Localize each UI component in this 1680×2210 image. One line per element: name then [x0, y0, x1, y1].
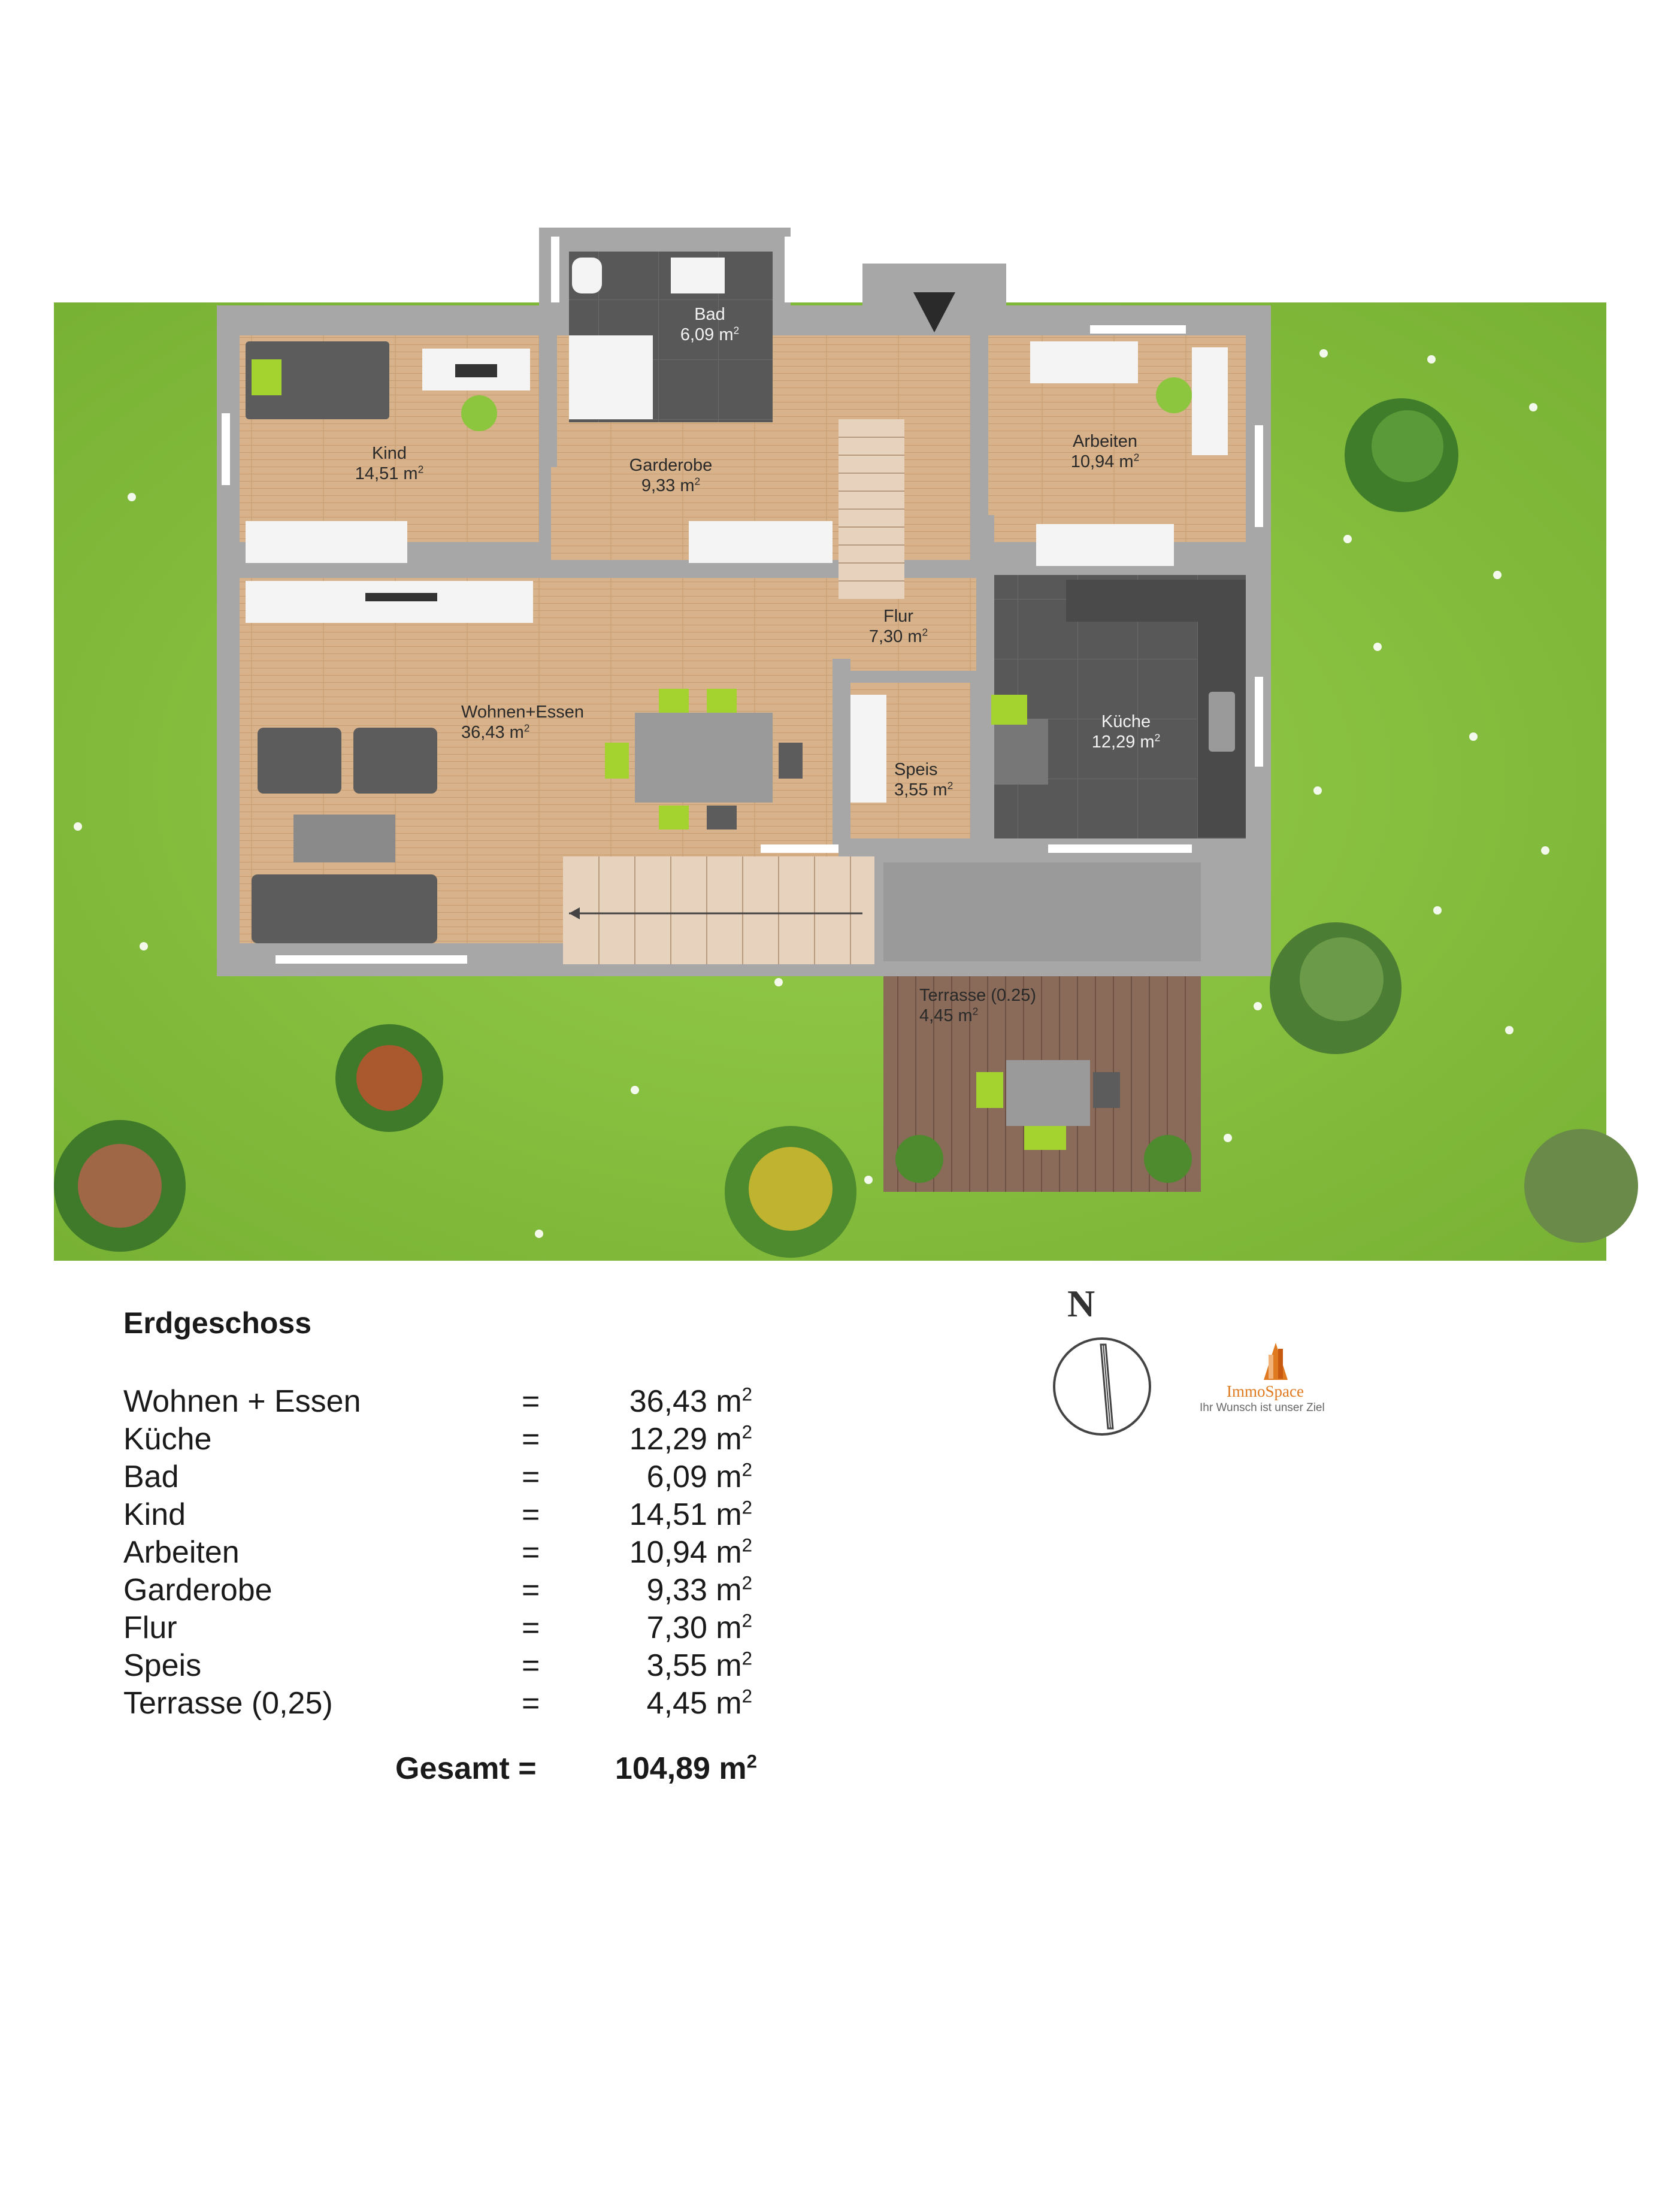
area-unit-sup: 2: [972, 1005, 979, 1018]
summary-row: [123, 1572, 770, 1608]
room-area: 4,45 m: [919, 1006, 973, 1025]
row-equals: =: [522, 1535, 540, 1570]
row-equals: =: [522, 1686, 540, 1721]
row-equals: =: [522, 1610, 540, 1645]
area-unit-sup: 2: [694, 475, 701, 488]
row-sup: 2: [741, 1383, 752, 1405]
summary-row: [123, 1497, 770, 1533]
room-name: Küche: [1101, 712, 1151, 731]
row-value: 14,51 m: [629, 1497, 742, 1532]
area-unit-sup: 2: [947, 779, 953, 792]
room-area: 14,51 m: [355, 464, 418, 483]
row-name: Arbeiten: [123, 1535, 240, 1570]
row-sup: 2: [741, 1421, 752, 1443]
row-value: 12,29 m: [629, 1422, 742, 1457]
row-value: 6,09 m: [646, 1460, 742, 1494]
summary-row: [123, 1648, 770, 1684]
row-equals: =: [522, 1384, 540, 1419]
row-sup: 2: [741, 1572, 752, 1594]
stairs-upper: [839, 419, 904, 599]
total-sup: 2: [746, 1751, 757, 1772]
paving: [883, 862, 1201, 961]
row-equals: =: [522, 1497, 540, 1532]
row-value: 9,33 m: [646, 1573, 742, 1607]
row-name: Wohnen + Essen: [123, 1384, 361, 1419]
room-area: 9,33 m: [641, 476, 695, 495]
room-name: Garderobe: [629, 456, 713, 475]
room-label-wohnen: [461, 702, 605, 743]
total-label: Gesamt =: [395, 1751, 537, 1786]
sink: [1209, 692, 1235, 752]
room-label-kueche: [1066, 712, 1186, 752]
total-value: 104,89 m: [615, 1751, 747, 1786]
room-name: Arbeiten: [1072, 432, 1137, 451]
row-name: Küche: [123, 1422, 212, 1457]
summary-row: [123, 1459, 770, 1495]
row-equals: =: [522, 1460, 540, 1494]
room-area: 12,29 m: [1091, 732, 1155, 752]
row-equals: =: [522, 1422, 540, 1457]
north-label: N: [1067, 1282, 1095, 1325]
row-value: 4,45 m: [646, 1686, 742, 1721]
stairs-entrance: [563, 856, 874, 964]
room-name: Bad: [694, 305, 725, 324]
room-area: 6,09 m: [680, 325, 734, 344]
row-name: Kind: [123, 1497, 186, 1532]
row-value: 36,43 m: [629, 1384, 742, 1419]
row-value: 7,30 m: [646, 1610, 742, 1645]
area-unit-sup: 2: [922, 626, 928, 638]
summary-row: [123, 1610, 770, 1646]
compass-icon: [1048, 1333, 1156, 1440]
room-area: 3,55 m: [894, 780, 948, 800]
room-area: 36,43 m: [461, 723, 524, 742]
row-equals: =: [522, 1648, 540, 1683]
room-name: Speis: [894, 760, 938, 779]
room-name: Kind: [371, 444, 407, 463]
row-name: Garderobe: [123, 1573, 273, 1607]
room-name: Flur: [883, 607, 913, 626]
row-name: Bad: [123, 1460, 179, 1494]
area-unit-sup: 2: [523, 722, 530, 734]
room-label-speis: [894, 759, 978, 800]
row-sup: 2: [741, 1610, 752, 1631]
row-sup: 2: [741, 1648, 752, 1669]
room-name: Wohnen+Essen: [461, 703, 585, 722]
row-sup: 2: [741, 1497, 752, 1518]
row-value: 3,55 m: [646, 1648, 742, 1683]
row-sup: 2: [741, 1685, 752, 1707]
room-label-kind: [329, 443, 449, 484]
room-area: 7,30 m: [868, 627, 922, 646]
row-name: Terrasse (0,25): [123, 1686, 333, 1721]
room-label-bad: [650, 304, 770, 345]
row-equals: =: [522, 1573, 540, 1607]
summary-row: [123, 1685, 770, 1721]
logo-name: ImmoSpace: [1227, 1382, 1304, 1400]
room-label-terrasse: [919, 985, 1063, 1026]
room-label-garderobe: [611, 455, 731, 496]
area-unit-sup: 2: [1154, 731, 1161, 744]
row-name: Flur: [123, 1610, 177, 1645]
room-label-flur: [839, 606, 958, 647]
area-unit-sup: 2: [417, 463, 424, 476]
room-name: Terrasse (0.25): [919, 986, 1037, 1005]
summary-row: [123, 1383, 770, 1419]
row-value: 10,94 m: [629, 1535, 742, 1570]
row-name: Speis: [123, 1648, 202, 1683]
room-label-arbeiten: [1045, 431, 1165, 472]
room-area: 10,94 m: [1070, 452, 1134, 471]
summary-row: [123, 1421, 770, 1457]
total-row: [395, 1749, 779, 1788]
summary-row: [123, 1534, 770, 1570]
row-sup: 2: [741, 1459, 752, 1481]
logo-slogan: Ihr Wunsch ist unser Ziel: [1200, 1401, 1325, 1414]
area-unit-sup: 2: [1133, 451, 1140, 464]
floor-title: Erdgeschoss: [123, 1306, 312, 1340]
area-unit-sup: 2: [733, 324, 740, 337]
row-sup: 2: [741, 1534, 752, 1556]
